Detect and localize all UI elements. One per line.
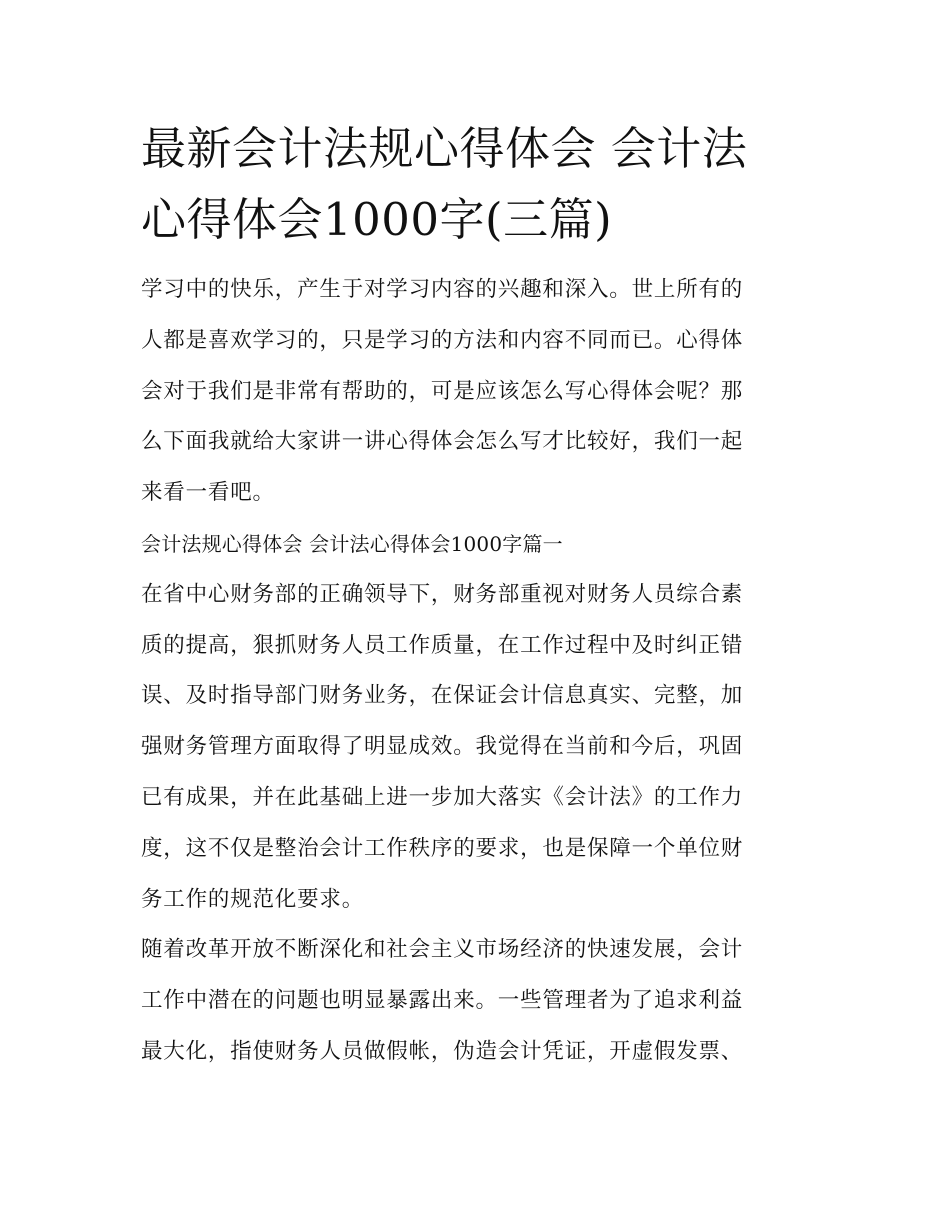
body-paragraph-2 (141, 925, 811, 1077)
text-line: 会对于我们是非常有帮助的，可是应该怎么写心得体会呢？那 (141, 378, 744, 404)
text-line: 人都是喜欢学习的，只是学习的方法和内容不同而已。心得体 (141, 327, 744, 353)
document-body (141, 265, 811, 1078)
text-line: 强财务管理方面取得了明显成效。我觉得在当前和今后，巩固 (141, 734, 744, 760)
text-line: 已有成果，并在此基础上进一步加大落实《会计法》的工作力 (141, 784, 744, 810)
text-line: 么下面我就给大家讲一讲心得体会怎么写才比较好，我们一起 (141, 429, 744, 455)
title-line: 心得体会1000字(三篇) (141, 193, 613, 246)
text-line: 最大化，指使财务人员做假帐，伪造会计凭证，开虚假发票、 (141, 1038, 744, 1064)
document-title (141, 113, 811, 255)
body-paragraph-1 (141, 570, 811, 926)
text-line: 误、及时指导部门财务业务，在保证会计信息真实、完整，加 (141, 683, 744, 709)
intro-paragraph (141, 265, 811, 519)
text-line: 工作中潜在的问题也明显暴露出来。一些管理者为了追求利益 (141, 988, 744, 1014)
text-line: 务工作的规范化要求。 (141, 886, 365, 912)
text-line: 质的提高，狠抓财务人员工作质量，在工作过程中及时纠正错 (141, 632, 744, 658)
text-line: 学习中的快乐，产生于对学习内容的兴趣和深入。世上所有的 (141, 277, 744, 302)
document-content (141, 113, 811, 1078)
text-line: 度，这不仅是整治会计工作秩序的要求，也是保障一个单位财 (141, 835, 744, 861)
section-heading: 会计法规心得体会 会计法心得体会1000字篇一 (141, 531, 563, 556)
text-line: 随着改革开放不断深化和社会主义市场经济的快速发展，会计 (141, 937, 744, 963)
text-line: 来看一看吧。 (141, 480, 275, 506)
title-line: 最新会计法规心得体会 会计法 (141, 122, 748, 175)
text-line: 在省中心财务部的正确领导下，财务部重视对财务人员综合素 (141, 581, 744, 607)
